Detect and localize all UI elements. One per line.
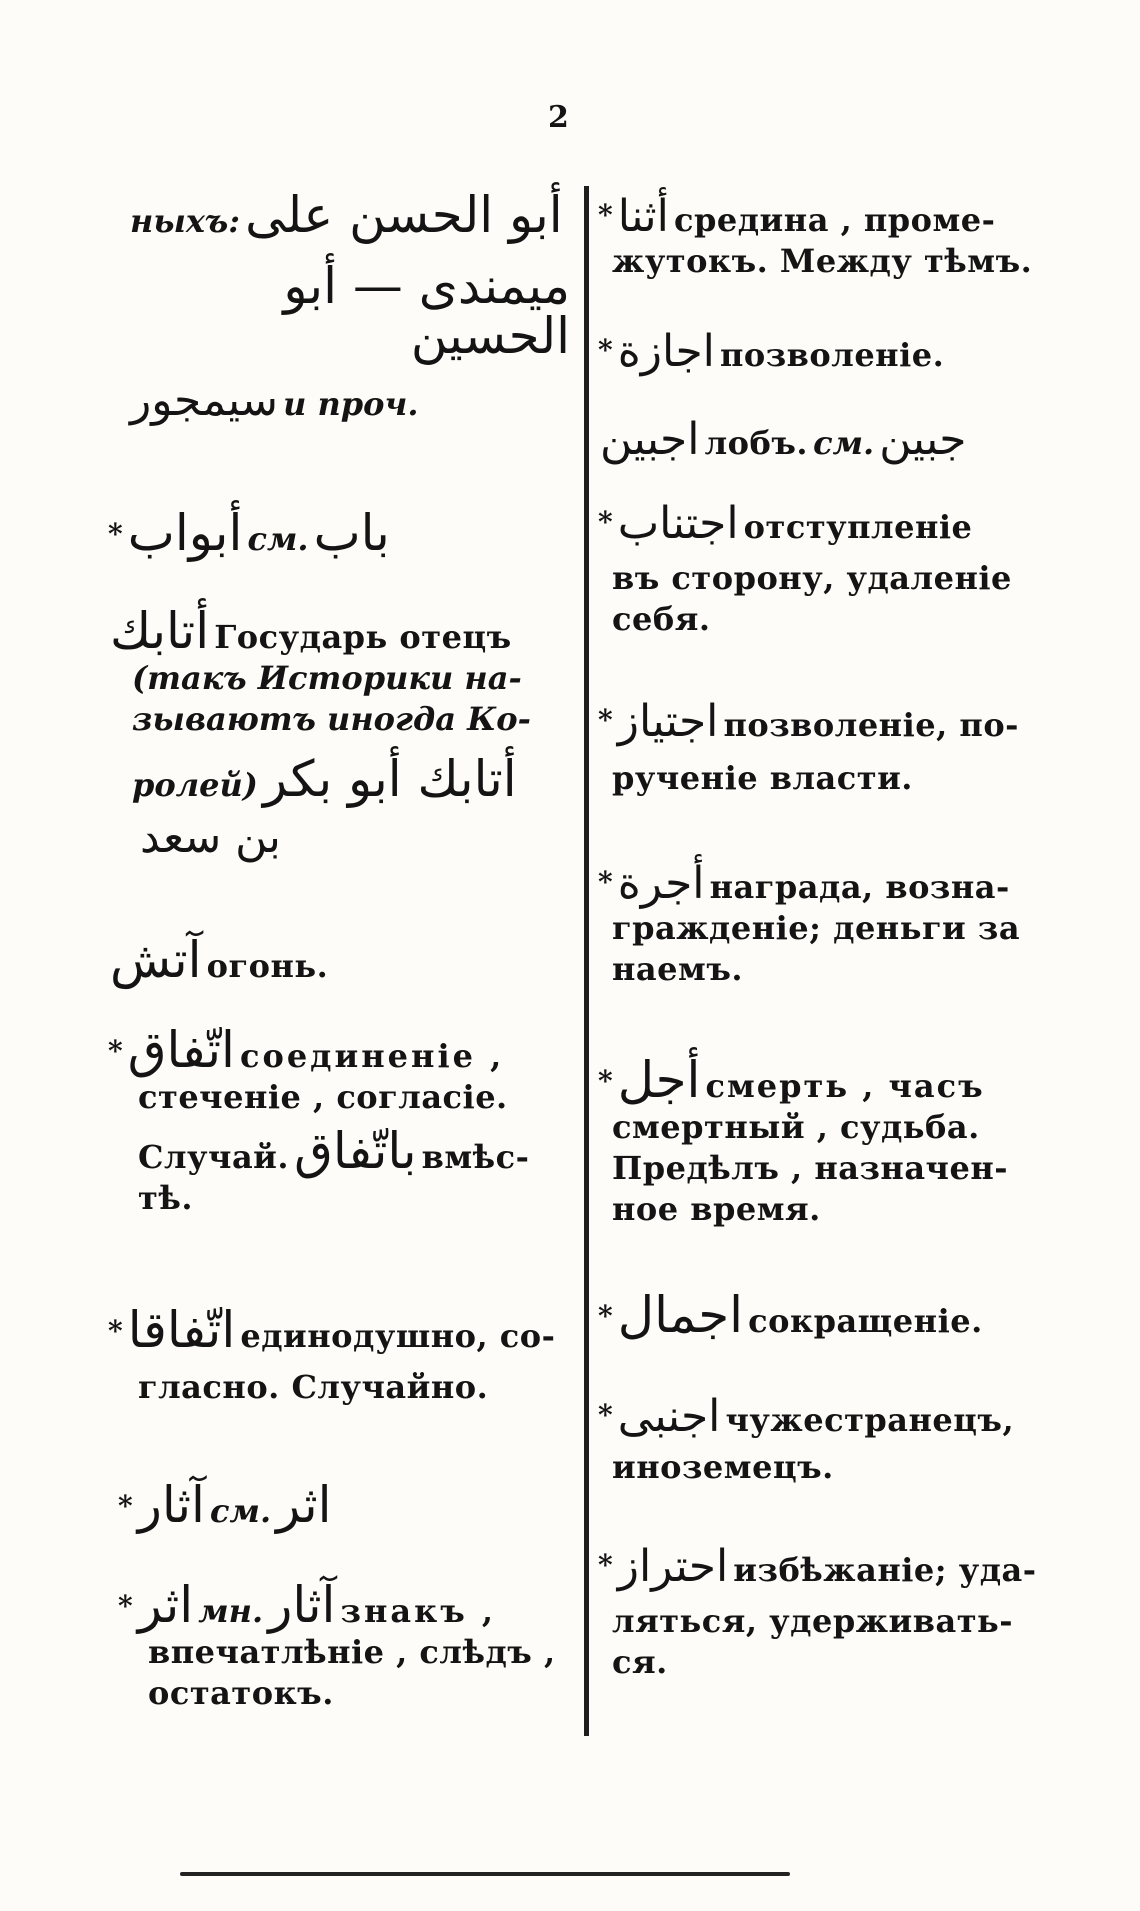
right-entry-3 [600, 414, 1050, 465]
right-entry-10 [598, 1541, 1048, 1683]
arabic-term: أجل [617, 1051, 701, 1109]
right-entry-1 [598, 191, 1048, 282]
entry-text: смерть , часъ [705, 1067, 985, 1105]
arabic-term: أبو الحسن على [245, 186, 563, 244]
page-number: 2 [548, 100, 569, 135]
entry-text: Случай. [138, 1137, 290, 1176]
arabic-term: أتابك أبو بكر [263, 749, 517, 808]
entry-text: стеченiе , согласiе. [138, 1077, 508, 1116]
arabic-term: اجازة [617, 326, 715, 377]
right-entry-4 [598, 498, 1048, 640]
left-entry-3 [110, 602, 570, 863]
right-entry-7 [598, 1051, 1048, 1230]
entry-text: впечатлѣнiе , слѣдъ , [148, 1632, 556, 1671]
asterisk-mark: * [598, 198, 613, 232]
arabic-term: اجمال [617, 1286, 744, 1344]
arabic-term: احتراز [617, 1541, 729, 1592]
entry-text: средина , проме- [674, 201, 996, 239]
bottom-rule [180, 1872, 790, 1876]
arabic-term: باب [313, 504, 390, 562]
arabic-term: ميمندى — أبو الحسين [283, 257, 570, 366]
left-entry-6 [108, 1301, 578, 1408]
asterisk-mark: * [118, 1489, 133, 1523]
entry-text: единодушно, со- [240, 1317, 556, 1355]
asterisk-mark: * [108, 1034, 123, 1068]
asterisk-mark: * [108, 517, 123, 551]
left-entry-5 [108, 1021, 578, 1219]
asterisk-mark: * [598, 1548, 613, 1582]
left-entry-2 [108, 504, 568, 562]
entry-text: гласно. Случайно. [138, 1367, 489, 1406]
arabic-term: اثر [137, 1576, 194, 1634]
entry-text: себя. [612, 599, 711, 638]
arabic-term: بن سعد [140, 811, 281, 863]
entry-text: смертный , судьба. [612, 1107, 980, 1146]
entry-text: избѣжанiе; уда- [733, 1551, 1037, 1589]
entry-text: вмѣс- [421, 1137, 530, 1176]
entry-text: см. [247, 520, 309, 558]
arabic-term: آثار [137, 1476, 205, 1534]
entry-text: ролей) [132, 765, 258, 804]
asterisk-mark: * [108, 1314, 123, 1348]
entry-text: чужестранецъ, [725, 1401, 1015, 1439]
right-entry-9 [598, 1391, 1048, 1488]
entry-text: въ сторону, удаленiе [612, 558, 1012, 597]
arabic-term: أبواب [127, 504, 243, 562]
entry-text: мн. [198, 1592, 264, 1630]
entry-text: (такъ Историки на- [132, 658, 522, 697]
entry-text: рученiе власти. [612, 758, 913, 797]
entry-text: отступленiе [743, 508, 973, 546]
left-entry-7 [118, 1476, 578, 1534]
right-entry-2 [598, 326, 1048, 377]
asterisk-mark: * [598, 505, 613, 539]
entry-text: зываютъ иногда Ко- [132, 699, 531, 738]
right-entry-5 [598, 696, 1048, 799]
asterisk-mark: * [118, 1589, 133, 1623]
arabic-term: باتّفاق [294, 1121, 417, 1180]
right-entry-6 [598, 858, 1048, 990]
entry-text: Предѣлъ , назначен- [612, 1148, 1009, 1187]
asterisk-mark: * [598, 865, 613, 899]
left-entry-1 [130, 186, 570, 427]
entry-text: награда, возна- [709, 868, 1010, 906]
arabic-term: اجتياز [617, 696, 719, 747]
entry-text: Государь отецъ [214, 618, 512, 656]
asterisk-mark: * [598, 333, 613, 367]
left-entry-4 [110, 931, 570, 989]
arabic-term: اثر [276, 1476, 332, 1534]
entry-text: см. [813, 424, 875, 462]
entry-text: ляться, удерживать- [612, 1601, 1014, 1640]
right-entry-8 [598, 1286, 1048, 1344]
arabic-term: اجبين [600, 414, 700, 465]
asterisk-mark: * [598, 1299, 613, 1333]
column-divider [584, 186, 589, 1736]
arabic-term: اجتناب [617, 498, 739, 549]
entry-text: ное время. [612, 1189, 821, 1228]
entry-text: позволенiе. [719, 336, 945, 374]
arabic-term: اتّفاق [127, 1021, 235, 1079]
arabic-term: آتش [110, 931, 202, 989]
entry-text: жутокъ. Между тѣмъ. [612, 241, 1033, 280]
entry-text: наемъ. [612, 949, 743, 988]
entry-text: лобъ. [704, 424, 809, 462]
entry-text: и проч. [283, 385, 419, 424]
entry-text: гражденiе; деньги за [612, 908, 1021, 947]
asterisk-mark: * [598, 1064, 613, 1098]
arabic-term: أتابك [110, 602, 210, 660]
arabic-term: أثنا [617, 191, 669, 242]
entry-text: тѣ. [138, 1178, 193, 1217]
entry-text: сокращенiе. [748, 1302, 983, 1340]
arabic-term: اجنبى [617, 1391, 721, 1442]
entry-text: см. [210, 1492, 272, 1530]
entry-text: ныхъ: [130, 202, 241, 240]
entry-text: ся. [612, 1642, 668, 1681]
asterisk-mark: * [598, 1398, 613, 1432]
entry-text: соединенiе , [239, 1037, 505, 1075]
entry-text: остатокъ. [148, 1673, 334, 1712]
entry-text: позволенiе, по- [723, 706, 1019, 744]
entry-text: иноземецъ. [612, 1447, 834, 1486]
arabic-term: آثار [268, 1576, 336, 1634]
left-entry-8 [118, 1576, 578, 1714]
entry-text: огонь. [206, 947, 329, 985]
arabic-term: أجرة [617, 858, 705, 909]
entry-text: знакъ , [340, 1592, 497, 1630]
arabic-term: سيمجور [130, 375, 278, 427]
arabic-term: جبين [879, 414, 967, 465]
arabic-term: اتّفاقا [127, 1301, 236, 1359]
asterisk-mark: * [598, 703, 613, 737]
